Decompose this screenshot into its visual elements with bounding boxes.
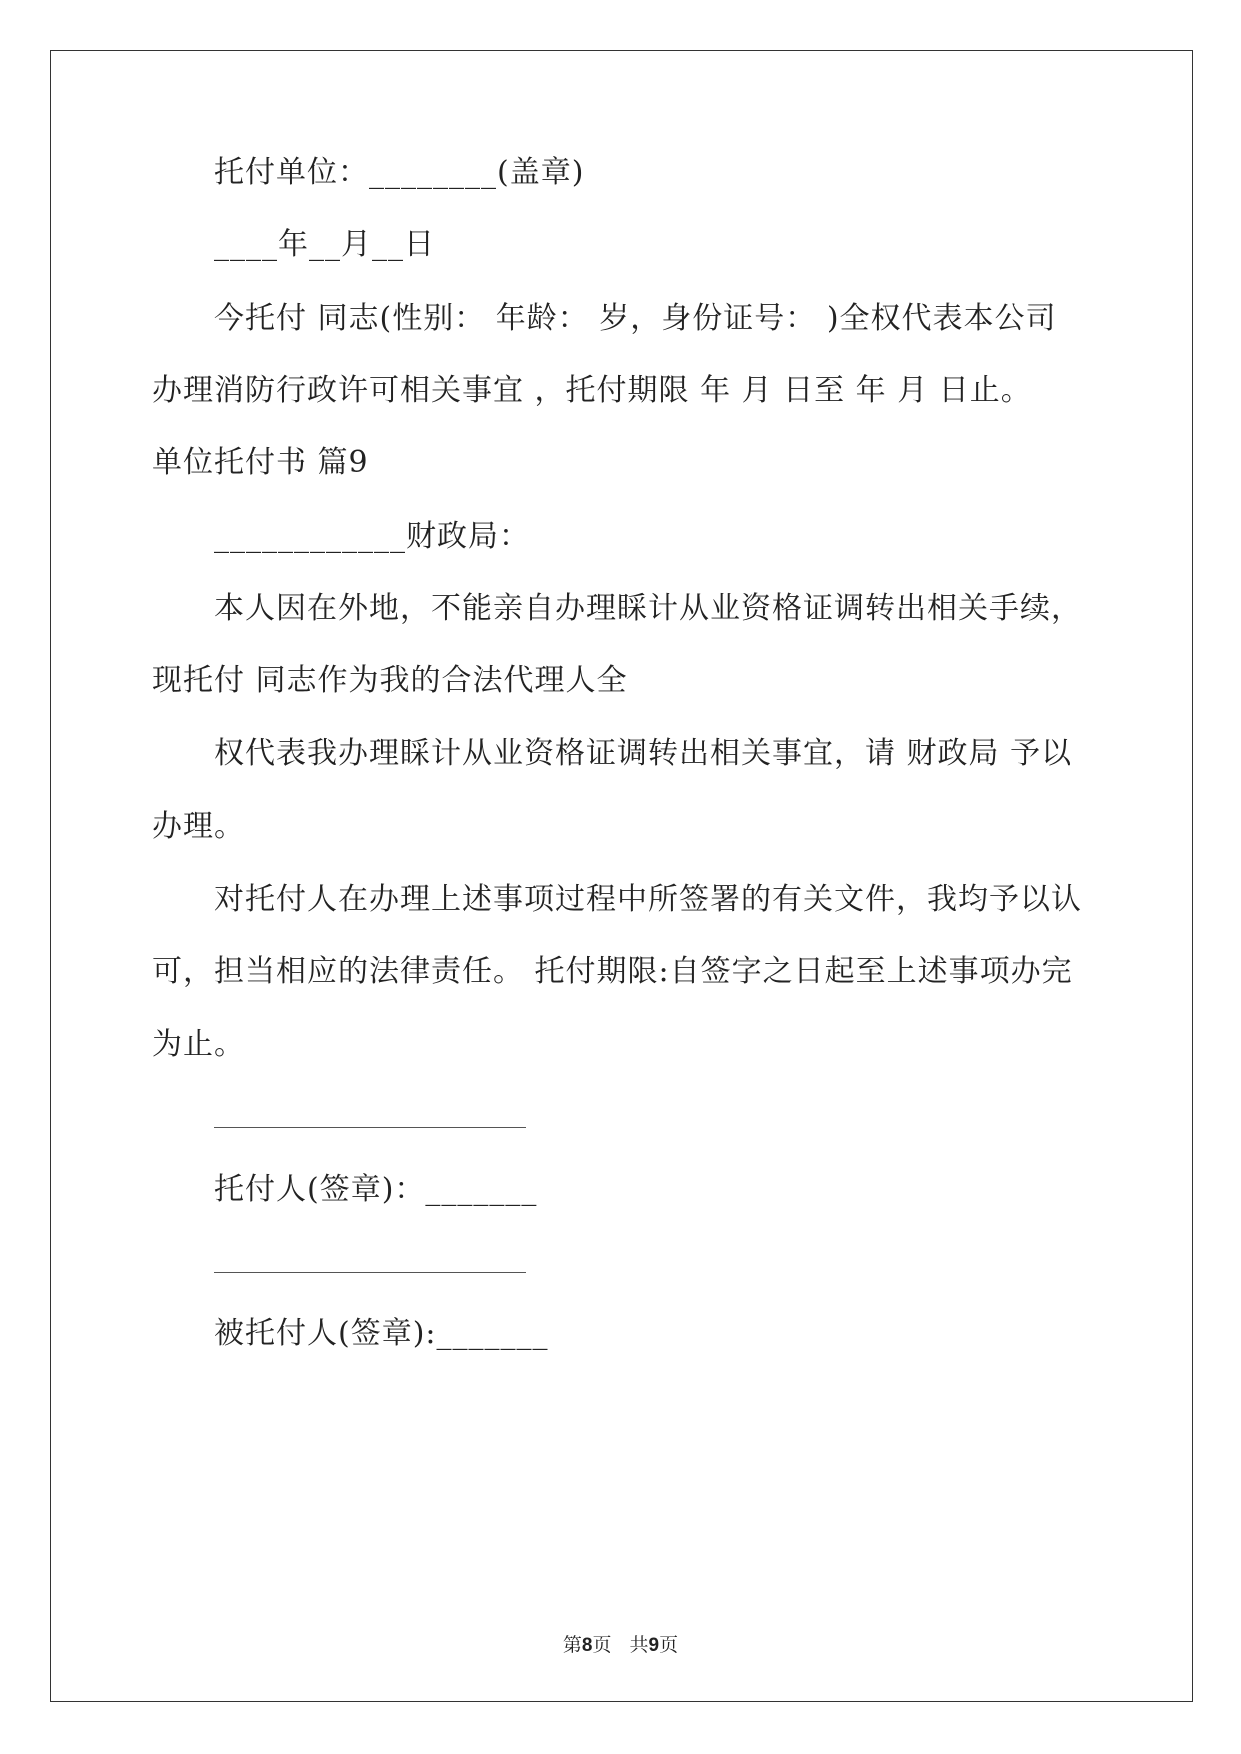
- current-page-number: 8: [581, 1635, 593, 1656]
- total-suffix: 页: [659, 1634, 679, 1656]
- addressee-line: ____________财政局：: [214, 519, 530, 554]
- paragraph-line: 本人因在外地，不能亲自办理睬计从业资格证调转出相关手续，: [214, 591, 1082, 626]
- paragraph-line: 办理。: [152, 809, 245, 844]
- section-heading: 单位托付书 篇9: [152, 445, 369, 480]
- date-line: ____年__月__日: [214, 227, 435, 262]
- principal-signature-line: 托付人(签章)：_______: [214, 1172, 538, 1207]
- page-suffix: 页: [592, 1634, 612, 1656]
- page-border: [50, 50, 1193, 1702]
- paragraph-line: 今托付 同志(性别： 年龄： 岁，身份证号： )全权代表本公司: [214, 301, 1057, 336]
- page-footer: [0, 1633, 1241, 1658]
- agent-signature-line: 被托付人(签章):_______: [214, 1316, 549, 1351]
- paragraph-line: 可，担当相应的法律责任。 托付期限:自签字之日起至上述事项办完: [152, 954, 1073, 989]
- entrusting-unit-line: 托付单位：________(盖章): [214, 155, 585, 190]
- signature-rule: [214, 1272, 526, 1273]
- paragraph-line: 现托付 同志作为我的合法代理人全: [152, 663, 628, 698]
- page-prefix: 第: [562, 1634, 582, 1656]
- paragraph-line: 为止。: [152, 1027, 245, 1062]
- total-prefix: 共: [629, 1634, 649, 1656]
- paragraph-line: 对托付人在办理上述事项过程中所签署的有关文件，我均予以认: [214, 882, 1082, 917]
- total-page-count: 9: [648, 1635, 660, 1656]
- signature-rule: [214, 1127, 526, 1128]
- paragraph-line: 办理消防行政许可相关事宜 ，托付期限 年 月 日至 年 月 日止。: [152, 373, 1032, 408]
- paragraph-line: 权代表我办理睬计从业资格证调转出相关事宜，请 财政局 予以: [214, 736, 1073, 771]
